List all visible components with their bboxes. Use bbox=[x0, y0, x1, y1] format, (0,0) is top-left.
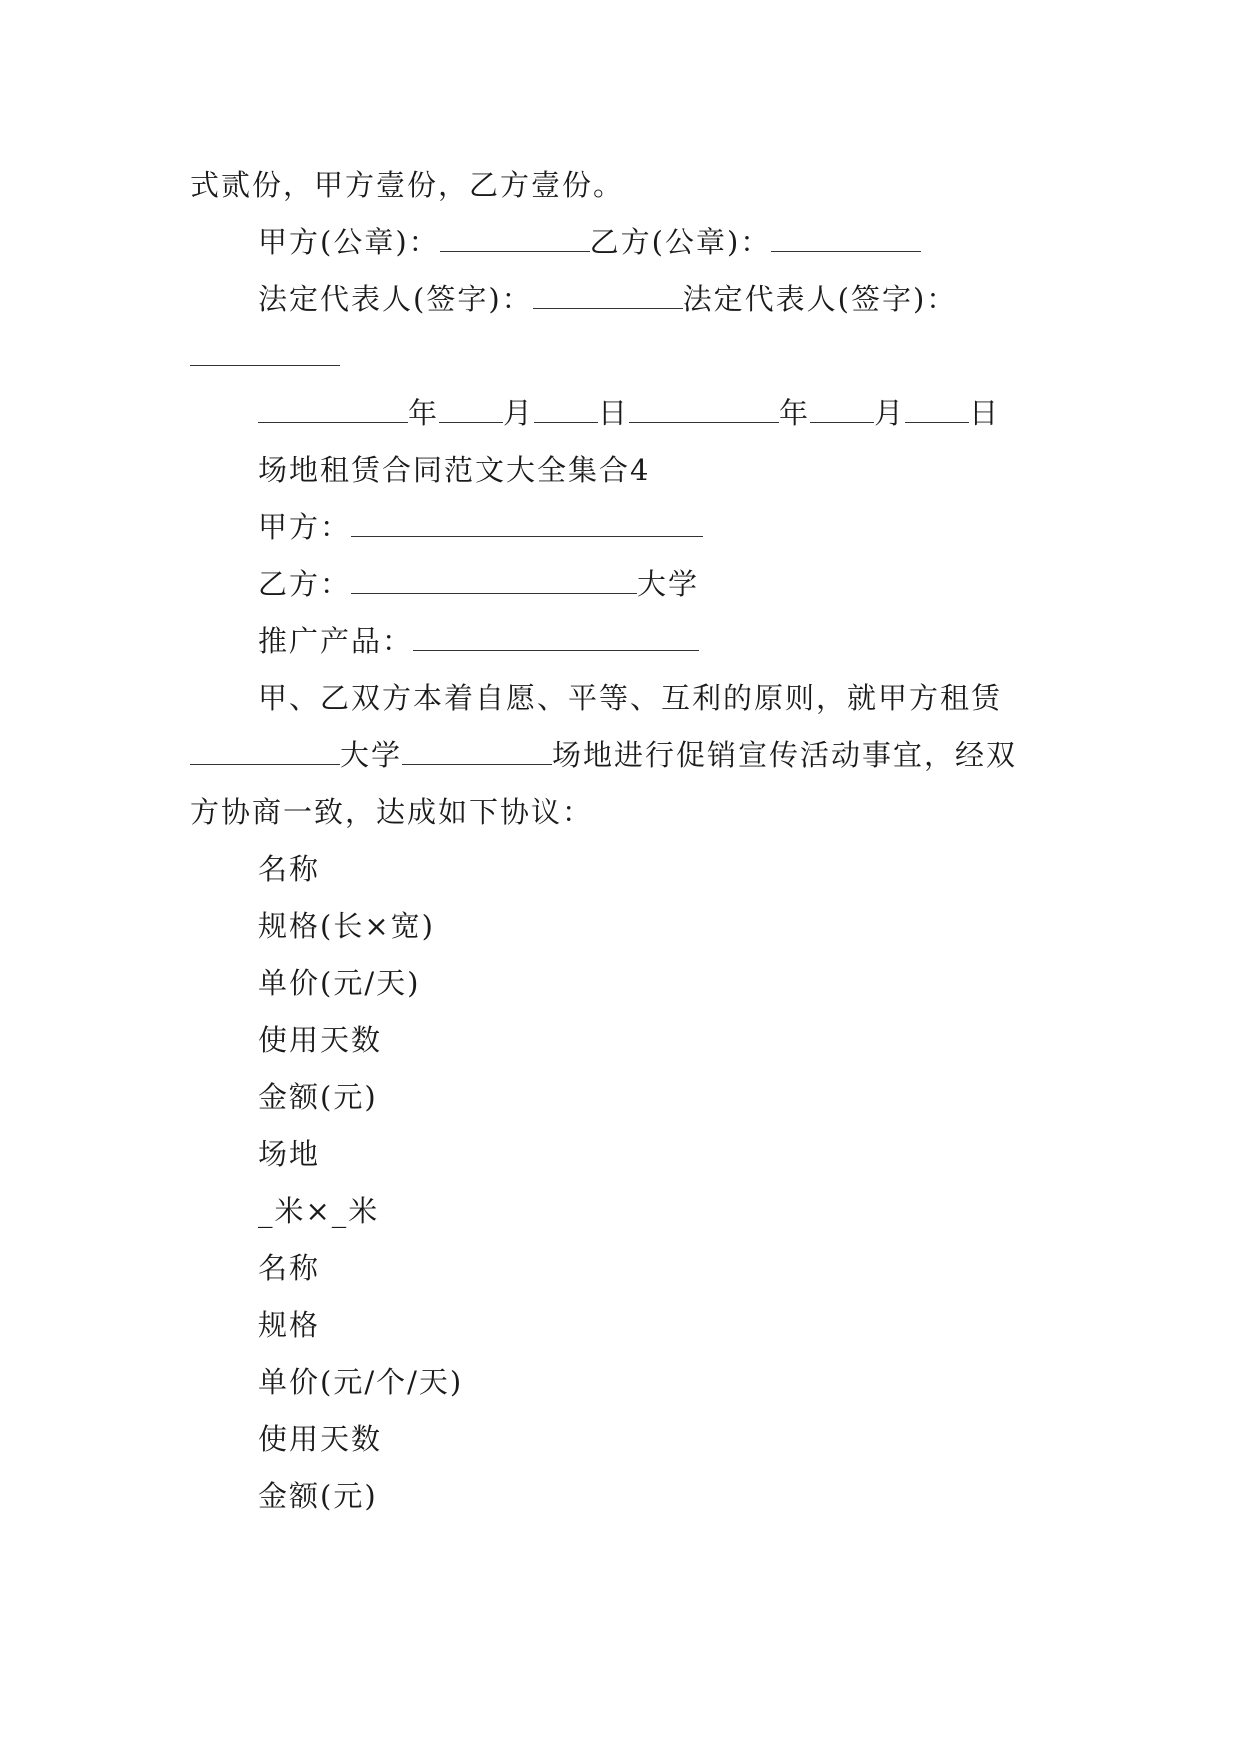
party-a-seal-label: 甲方(公章)： bbox=[258, 225, 440, 259]
list-item bbox=[258, 1248, 320, 1288]
paragraph-line-3 bbox=[190, 792, 593, 832]
list-item-text: 使用天数 bbox=[258, 1422, 383, 1456]
list-item bbox=[258, 1419, 382, 1459]
list-item bbox=[258, 1191, 379, 1231]
paragraph-text-1: 甲、乙双方本着自愿、平等、互利的原则，就甲方租赁 bbox=[258, 681, 1003, 715]
party-a-label: 甲方： bbox=[258, 510, 352, 544]
text-line-seals bbox=[258, 222, 921, 262]
text-line-copies bbox=[190, 165, 624, 205]
section-heading bbox=[258, 450, 650, 490]
list-item-text: 名称 bbox=[258, 852, 321, 886]
party-a-rep-blank bbox=[533, 282, 683, 309]
paragraph-line-1 bbox=[258, 678, 1002, 718]
list-item bbox=[258, 1362, 463, 1402]
list-item-text: 规格(长×宽) bbox=[258, 909, 435, 943]
list-item bbox=[258, 1077, 378, 1117]
party-a-rep-label: 法定代表人(签字)： bbox=[258, 282, 533, 316]
paragraph-line-2 bbox=[190, 735, 1017, 775]
paragraph-text-3: 方协商一致，达成如下协议： bbox=[190, 795, 594, 829]
list-item-text: 金额(元) bbox=[258, 1479, 378, 1513]
month-label: 月 bbox=[503, 396, 535, 430]
party-b-rep-label: 法定代表人(签字)： bbox=[682, 282, 958, 316]
list-item-text: 场地 bbox=[258, 1137, 321, 1171]
text-line-party-b bbox=[258, 564, 699, 604]
text-line-rep-blank bbox=[190, 336, 340, 376]
list-item-text: 名称 bbox=[258, 1251, 321, 1285]
date-a-month-blank bbox=[439, 396, 503, 423]
day-label: 日 bbox=[598, 396, 630, 430]
date-b-day-blank bbox=[905, 396, 969, 423]
list-item bbox=[258, 963, 420, 1003]
party-a-seal-blank bbox=[440, 225, 590, 252]
text-line-representatives bbox=[258, 279, 957, 319]
text-line-dates bbox=[258, 393, 1000, 433]
product-blank bbox=[413, 624, 699, 651]
list-item-text: 金额(元) bbox=[258, 1080, 378, 1114]
date-a-year-blank bbox=[258, 396, 408, 423]
year-label: 年 bbox=[779, 396, 811, 430]
list-item-text: _米×_米 bbox=[258, 1194, 380, 1228]
paragraph-blank-1 bbox=[190, 738, 340, 765]
day-label: 日 bbox=[969, 396, 1001, 430]
list-item bbox=[258, 1020, 382, 1060]
list-item-text: 单价(元/天) bbox=[258, 966, 421, 1000]
text-line-product bbox=[258, 621, 699, 661]
product-label: 推广产品： bbox=[258, 624, 414, 658]
date-b-month-blank bbox=[810, 396, 874, 423]
university-text: 大学 bbox=[637, 567, 700, 601]
party-a-blank bbox=[351, 510, 703, 537]
paragraph-text-2: 场地进行促销宣传活动事宜，经双 bbox=[552, 738, 1018, 772]
date-a-day-blank bbox=[534, 396, 598, 423]
paragraph-blank-2 bbox=[402, 738, 552, 765]
heading-text: 场地租赁合同范文大全集合4 bbox=[258, 453, 651, 487]
party-b-rep-blank bbox=[190, 339, 340, 366]
list-item-text: 单价(元/个/天) bbox=[258, 1365, 464, 1399]
list-item-text: 规格 bbox=[258, 1308, 321, 1342]
list-item-text: 使用天数 bbox=[258, 1023, 383, 1057]
list-item bbox=[258, 1476, 378, 1516]
party-b-blank bbox=[351, 567, 637, 594]
party-b-label: 乙方： bbox=[258, 567, 352, 601]
list-item bbox=[258, 906, 435, 946]
month-label: 月 bbox=[874, 396, 906, 430]
copies-text: 式贰份，甲方壹份，乙方壹份。 bbox=[190, 168, 625, 202]
year-label: 年 bbox=[408, 396, 440, 430]
text-line-party-a bbox=[258, 507, 703, 547]
list-item bbox=[258, 849, 320, 889]
party-b-seal-label: 乙方(公章)： bbox=[589, 225, 772, 259]
date-b-year-blank bbox=[629, 396, 779, 423]
paragraph-university: 大学 bbox=[340, 738, 403, 772]
list-item bbox=[258, 1134, 320, 1174]
party-b-seal-blank bbox=[771, 225, 921, 252]
list-item bbox=[258, 1305, 320, 1345]
